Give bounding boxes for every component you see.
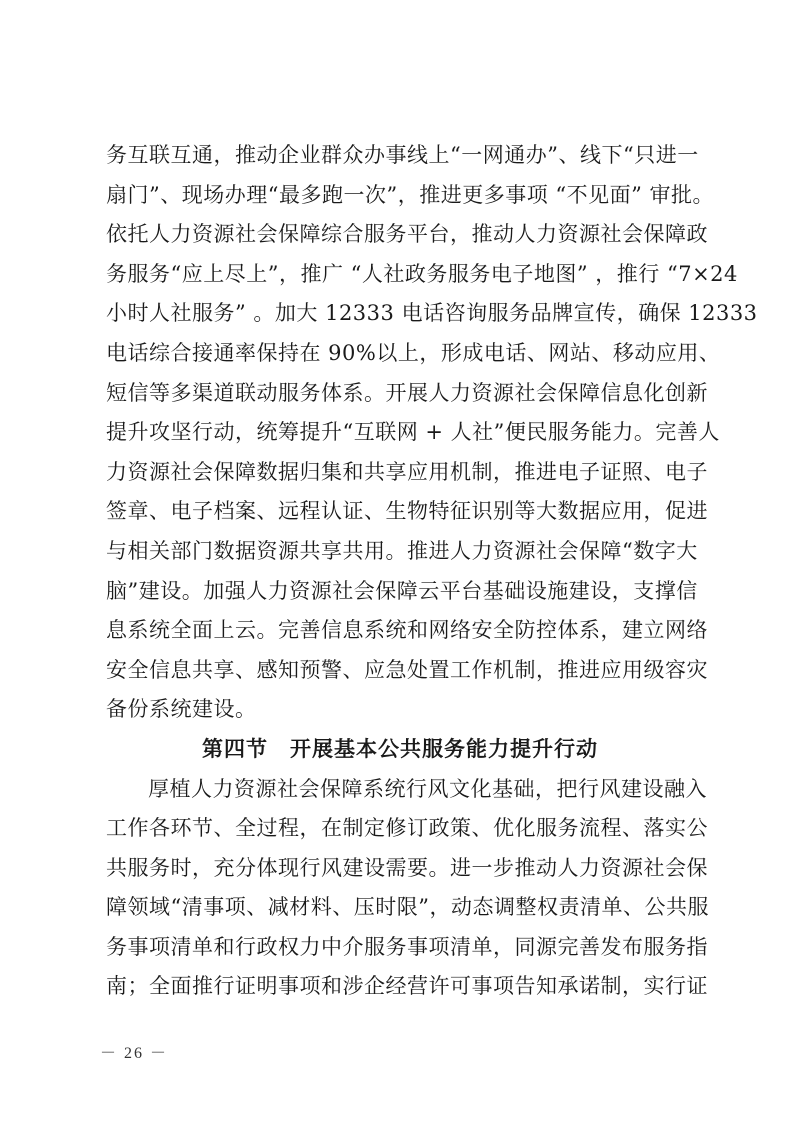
text-line: 签章、电子档案、远程认证、生物特征识别等大数据应用，促进 [106,499,708,524]
text-line: 共服务时，充分体现行风建设需要。进一步推动人力资源社会保 [106,855,708,880]
text-line: 短信等多渠道联动服务体系。开展人力资源社会保障信息化创新 [106,380,708,405]
page-number: － 26 － [100,1045,169,1062]
text-line: 扇门”、现场办理“最多跑一次”，推进更多事项 “不见面” 审批。 [106,182,715,207]
paragraph-digital-services [106,136,758,730]
paragraph-public-service [106,770,709,1008]
text-line: 小时人社服务” 。加大 12333 电话咨询服务品牌宣传，确保 12333 [106,301,758,326]
text-line: 安全信息共享、感知预警、应急处置工作机制，推进应用级容灾 [106,657,708,682]
text-line: 备份系统建设。 [106,697,257,722]
text-line: 务互联互通，推动企业群众办事线上“一网通办”、线下“只进一 [106,143,699,167]
text-line: 务服务“应上尽上”，推广 “人社政务服务电子地图” ，推行 “7×24 [106,261,738,286]
text-line: 提升攻坚行动，统筹提升“互联网 + 人社”便民服务能力。完善人 [106,420,720,445]
text-line: 工作各环节、全过程，在制定修订政策、优化服务流程、落实公 [106,816,708,841]
text-line: 依托人力资源社会保障综合服务平台，推动人力资源社会保障政 [106,222,708,247]
text-line: 务事项清单和行政权力中介服务事项清单，同源完善发布服务指 [106,934,708,959]
text-line: 与相关部门数据资源共享共用。推进人力资源社会保障“数字大 [106,538,698,563]
text-line: 力资源社会保障数据归集和共享应用机制，推进电子证照、电子 [106,459,708,484]
text-line: 南；全面推行证明事项和涉企经营许可事项告知承诺制，实行证 [106,974,708,999]
text-line: 障领域“清事项、减材料、压时限”，动态调整权责清单、公共服 [106,895,709,920]
text-line: 脑”建设。加强人力资源社会保障云平台基础设施建设，支撑信 [106,578,698,603]
text-line: 厚植人力资源社会保障系统行风文化基础，把行风建设融入 [148,776,707,801]
text-line: 电话综合接通率保持在 90%以上，形成电话、网站、移动应用、 [106,340,721,365]
text-line: 息系统全面上云。完善信息系统和网络安全防控体系，建立网络 [106,618,708,643]
section-heading: 第四节 开展基本公共服务能力提升行动 [202,736,598,761]
body-text [106,136,758,1007]
